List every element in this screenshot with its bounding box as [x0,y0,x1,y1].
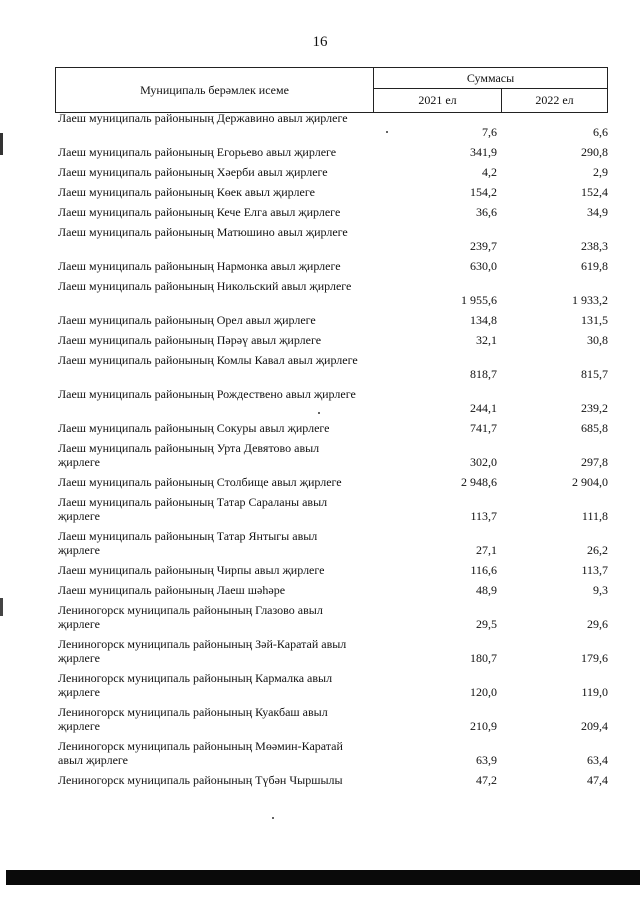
table-row [58,333,608,347]
page-number: 16 [312,34,328,50]
value-2021: 7,6 [482,125,497,139]
municipality-name: Лаеш муниципаль районының Рождествено авыл җирлеге [58,387,356,401]
municipality-name: Лаеш муниципаль районының Чирпы авыл җирлеге [58,563,325,577]
table-row [58,495,608,523]
municipality-name: Лаеш муниципаль районының Матюшино авыл җирлеге [58,225,348,239]
table-row [58,145,608,159]
value-2022: 113,7 [581,563,608,577]
value-2021: 32,1 [476,333,497,347]
value-2021: 120,0 [470,685,497,699]
value-2022: 30,8 [587,333,608,347]
value-2022: 119,0 [581,685,608,699]
value-2021: 210,9 [470,719,497,733]
table-row [58,111,608,139]
value-2022: 47,4 [587,773,608,787]
scan-margin-mark [0,133,3,155]
municipality-name: Лаеш муниципаль районының Комлы Кавал авыл җирлеге [58,353,358,367]
municipality-name: Лениногорск муниципаль районының Кармалка авыл җирлеге [58,671,333,699]
value-2021: 134,8 [470,313,497,327]
value-2021: 154,2 [470,185,497,199]
table-row [58,353,608,381]
municipality-name: Лениногорск муниципаль районының Мөәмин-Каратай авыл җирлеге [58,739,343,767]
column-header-2021: 2021 ел [373,88,502,113]
scan-margin-mark [0,598,3,616]
municipality-name: Лаеш муниципаль районының Нармонка авыл җирлеге [58,259,341,273]
value-2022: 1 933,2 [572,293,608,307]
table-row [58,421,608,435]
value-2022: 297,8 [581,455,608,469]
scan-speck [318,412,320,414]
municipality-name: Лаеш муниципаль районының Кече Елга авыл җирлеге [58,205,341,219]
scan-speck [386,131,388,133]
table-row [58,165,608,179]
table-row [58,705,608,733]
column-header-sum: Суммасы [373,67,608,89]
value-2021: 29,5 [476,617,497,631]
value-2021: 36,6 [476,205,497,219]
table-body [58,111,608,793]
table-row [58,185,608,199]
value-2022: 6,6 [593,125,608,139]
value-2022: 619,8 [581,259,608,273]
table-row [58,671,608,699]
value-2022: 238,3 [581,239,608,253]
value-2021: 630,0 [470,259,497,273]
municipality-name: Лаеш муниципаль районының Лаеш шәһәре [58,583,286,597]
value-2022: 239,2 [581,401,608,415]
table-row [58,739,608,767]
table-row [58,603,608,631]
municipality-name: Лениногорск муниципаль районының Куакбаш авыл җирлеге [58,705,328,733]
municipality-name: Лаеш муниципаль районының Татар Сараланы авыл җирлеге [58,495,328,523]
value-2021: 1 955,6 [461,293,497,307]
table-header [55,67,608,113]
table-row [58,279,608,307]
municipality-name: Лаеш муниципаль районының Егорьево авыл җирлеге [58,145,337,159]
value-2022: 209,4 [581,719,608,733]
scan-border-bar [6,870,640,885]
table-row [58,529,608,557]
value-2022: 9,3 [593,583,608,597]
table-row [58,205,608,219]
municipality-name: Лениногорск муниципаль районының Глазово авыл җирлеге [58,603,323,631]
table-row [58,563,608,577]
value-2021: 741,7 [470,421,497,435]
value-2021: 244,1 [470,401,497,415]
municipality-name: Лениногорск муниципаль районының Зәй-Каратай авыл җирлеге [58,637,347,665]
value-2022: 131,5 [581,313,608,327]
table-row [58,259,608,273]
table-row [58,313,608,327]
municipality-name: Лаеш муниципаль районының Көек авыл җирлеге [58,185,315,199]
value-2022: 815,7 [581,367,608,381]
value-2021: 116,6 [470,563,497,577]
table-row [58,441,608,469]
municipality-name: Лаеш муниципаль районының Орел авыл җирлеге [58,313,316,327]
table-row [58,475,608,489]
value-2022: 179,6 [581,651,608,665]
value-2022: 2 904,0 [572,475,608,489]
value-2022: 2,9 [593,165,608,179]
value-2022: 111,8 [581,509,608,523]
value-2021: 341,9 [470,145,497,159]
table-row [58,773,608,787]
municipality-name: Лаеш муниципаль районының Сокуры авыл җирлеге [58,421,330,435]
value-2022: 63,4 [587,753,608,767]
value-2022: 26,2 [587,543,608,557]
value-2022: 685,8 [581,421,608,435]
municipality-name: Лаеш муниципаль районының Державино авыл җирлеге [58,111,348,125]
value-2021: 239,7 [470,239,497,253]
municipality-name: Лаеш муниципаль районының Татар Янтыгы авыл җирлеге [58,529,318,557]
value-2021: 4,2 [482,165,497,179]
municipality-name: Лаеш муниципаль районының Столбище авыл җирлеге [58,475,342,489]
table-row [58,387,608,415]
value-2022: 29,6 [587,617,608,631]
value-2021: 180,7 [470,651,497,665]
value-2021: 113,7 [470,509,497,523]
value-2021: 27,1 [476,543,497,557]
municipality-name: Лаеш муниципаль районының Хәерби авыл җирлеге [58,165,328,179]
column-header-municipality: Муниципаль берәмлек исеме [55,67,374,113]
municipality-name: Лаеш муниципаль районының Пәрәү авыл җирлеге [58,333,322,347]
value-2021: 47,2 [476,773,497,787]
municipality-name: Лаеш муниципаль районының Никольский авыл җирлеге [58,279,352,293]
scan-speck [272,817,274,819]
value-2022: 34,9 [587,205,608,219]
value-2021: 48,9 [476,583,497,597]
table-row [58,583,608,597]
municipality-name: Лениногорск муниципаль районының Түбән Чыршылы [58,773,343,787]
value-2021: 302,0 [470,455,497,469]
value-2021: 2 948,6 [461,475,497,489]
table-row [58,225,608,253]
value-2021: 63,9 [476,753,497,767]
value-2022: 290,8 [581,145,608,159]
value-2022: 152,4 [581,185,608,199]
table-row [58,637,608,665]
value-2021: 818,7 [470,367,497,381]
municipality-name: Лаеш муниципаль районының Урта Девятово авыл җирлеге [58,441,320,469]
column-header-2022: 2022 ел [501,88,608,113]
